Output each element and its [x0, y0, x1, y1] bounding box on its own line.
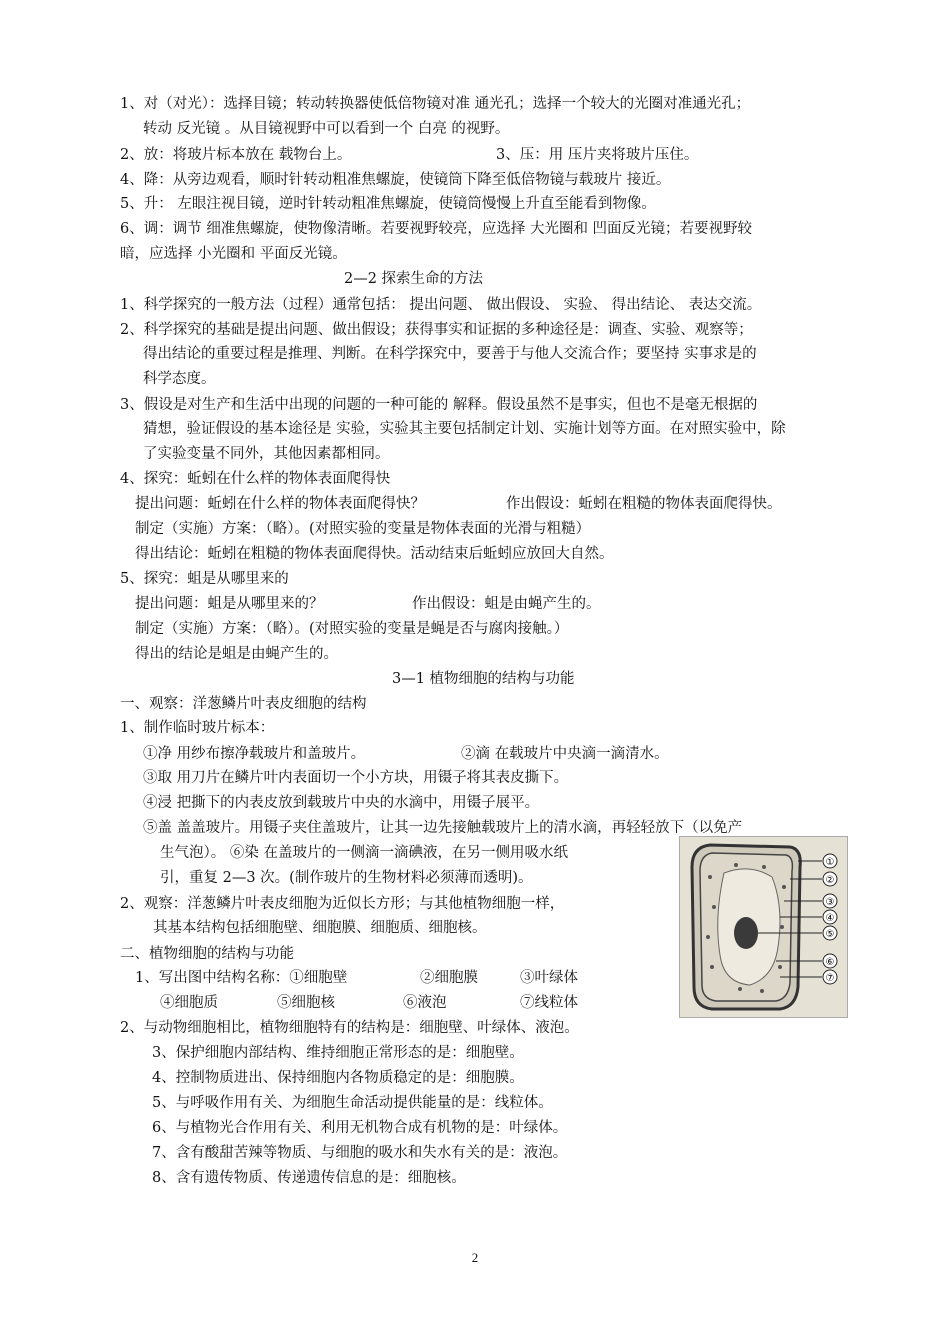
- text-line: 3、保护细胞内部结构、维持细胞正常形态的是：细胞壁。: [152, 1045, 524, 1061]
- text-line: 2、科学探究的基础是提出问题、做出假设；获得事实和证据的多种途径是：调查、实验、观察等；: [120, 322, 753, 338]
- text-line: 得出结论：蚯蚓在粗糙的物体表面爬得快。活动结束后蚯蚓应放回大自然。: [135, 546, 614, 562]
- section-heading: 2—2 探索生命的方法: [344, 271, 484, 287]
- text-line: 得出的结论是蛆是由蝇产生的。: [135, 646, 338, 662]
- figure-label: ⑦: [825, 973, 835, 984]
- text-line: 3、压：用 压片夹将玻片压住。: [496, 147, 699, 163]
- section-heading: 3—1 植物细胞的结构与功能: [392, 671, 575, 687]
- figure-label: ②: [825, 875, 835, 886]
- plant-cell-figure: [679, 836, 848, 1018]
- text-line: ③叶绿体: [520, 970, 578, 986]
- figure-label: ⑥: [825, 957, 835, 968]
- text-line: ②滴 在载玻片中央滴一滴清水。: [461, 746, 669, 762]
- text-line: ⑥液泡: [403, 995, 447, 1011]
- text-line: 转动 反光镜 。从目镜视野中可以看到一个 白亮 的视野。: [143, 121, 510, 137]
- text-line: 1、制作临时玻片标本：: [120, 720, 275, 736]
- figure-label: ⑤: [825, 929, 835, 940]
- text-line: 3、假设是对生产和生活中出现的问题的一种可能的 解释。假设虽然不是事实，但也不是毫无根据的: [120, 397, 758, 413]
- text-line: 5、升： 左眼注视目镜，逆时针转动粗准焦螺旋，使镜筒慢慢上升直至能看到物像。: [120, 196, 656, 212]
- text-line: ④浸 把撕下的内表皮放到载玻片中央的水滴中，用镊子展平。: [143, 795, 540, 811]
- figure-label: ①: [825, 857, 835, 868]
- text-line: 科学态度。: [143, 371, 216, 387]
- figure-label: ④: [825, 913, 835, 924]
- text-line: 得出结论的重要过程是推理、判断。在科学探究中，要善于与他人交流合作；要坚持 实事求是的: [143, 346, 757, 362]
- text-line: 作出假设：蛆是由蝇产生的。: [412, 596, 601, 612]
- text-line: 制定（实施）方案：（略）。(对照实验的变量是物体表面的光滑与粗糙）: [135, 521, 591, 537]
- text-line: 2、观察：洋葱鳞片叶表皮细胞为近似长方形；与其他植物细胞一样，: [120, 896, 565, 912]
- text-line: 1、对（对光）：选择目镜；转动转换器使低倍物镜对准 通光孔；选择一个较大的光圈对准通光孔；: [120, 96, 751, 112]
- text-line: 了实验变量不同外，其他因素都相同。: [143, 446, 390, 462]
- text-line: ⑤盖 盖盖玻片。用镊子夹住盖玻片，让其一边先接触载玻片上的清水滴，再轻轻放下（以免产: [143, 820, 743, 836]
- text-line: 暗，应选择 小光圈和 平面反光镜。: [120, 246, 347, 262]
- text-line: 提出问题：蛆是从哪里来的？: [135, 596, 324, 612]
- text-line: 1、写出图中结构名称：①细胞壁: [135, 970, 348, 986]
- text-line: 4、控制物质进出、保持细胞内各物质稳定的是：细胞膜。: [152, 1070, 524, 1086]
- text-line: 4、降：从旁边观看，顺时针转动粗准焦螺旋，使镜筒下降至低倍物镜与载玻片 接近。: [120, 172, 671, 188]
- text-line: 8、含有遗传物质、传递遗传信息的是：细胞核。: [152, 1170, 466, 1186]
- text-line: ②细胞膜: [420, 970, 478, 986]
- text-line: 4、探究：蚯蚓在什么样的物体表面爬得快: [120, 471, 391, 487]
- text-line: ⑦线粒体: [520, 995, 578, 1011]
- text-line: 作出假设：蚯蚓在粗糙的物体表面爬得快。: [506, 496, 782, 512]
- text-line: 1、科学探究的一般方法（过程）通常包括： 提出问题、 做出假设、 实验、 得出结论、 表达交流。: [120, 297, 762, 313]
- text-line: 2、与动物细胞相比，植物细胞特有的结构是：细胞壁、叶绿体、液泡。: [120, 1020, 579, 1036]
- text-line: ①净 用纱布擦净载玻片和盖玻片。: [143, 746, 366, 762]
- text-line: 6、调：调节 细准焦螺旋，使物像清晰。若要视野较亮，应选择 大光圈和 凹面反光镜；若要视野较: [120, 221, 753, 237]
- text-line: 二、植物细胞的结构与功能: [120, 946, 294, 962]
- text-line: 生气泡）。 ⑥染 在盖玻片的一侧滴一滴碘液，在另一侧用吸水纸: [160, 845, 568, 861]
- text-line: 制定（实施）方案：（略）。(对照实验的变量是蝇是否与腐肉接触。）: [135, 621, 569, 637]
- text-line: 提出问题：蚯蚓在什么样的物体表面爬得快？: [135, 496, 425, 512]
- page-number: 2: [471, 1250, 479, 1265]
- text-line: ④细胞质: [160, 995, 218, 1011]
- text-line: 2、放：将玻片标本放在 载物台上。: [120, 147, 352, 163]
- text-line: 引，重复 2—3 次。(制作玻片的生物材料必须薄而透明)。: [160, 870, 533, 886]
- text-line: ③取 用刀片在鳞片叶内表面切一个小方块，用镊子将其表皮撕下。: [143, 770, 569, 786]
- text-line: 其基本结构包括细胞壁、细胞膜、细胞质、细胞核。: [153, 920, 487, 936]
- text-line: 6、与植物光合作用有关、利用无机物合成有机物的是：叶绿体。: [152, 1120, 568, 1136]
- text-line: 5、与呼吸作用有关、为细胞生命活动提供能量的是：线粒体。: [152, 1095, 553, 1111]
- text-line: 猜想，验证假设的基本途径是 实验，实验其主要包括制定计划、实施计划等方面。在对照实验中，除: [143, 421, 786, 437]
- text-line: ⑤细胞核: [277, 995, 335, 1011]
- text-line: 7、含有酸甜苦辣等物质、与细胞的吸水和失水有关的是：液泡。: [152, 1145, 568, 1161]
- text-line: 5、探究：蛆是从哪里来的: [120, 571, 289, 587]
- text-line: 一、观察：洋葱鳞片叶表皮细胞的结构: [120, 696, 367, 712]
- figure-label: ③: [825, 897, 835, 908]
